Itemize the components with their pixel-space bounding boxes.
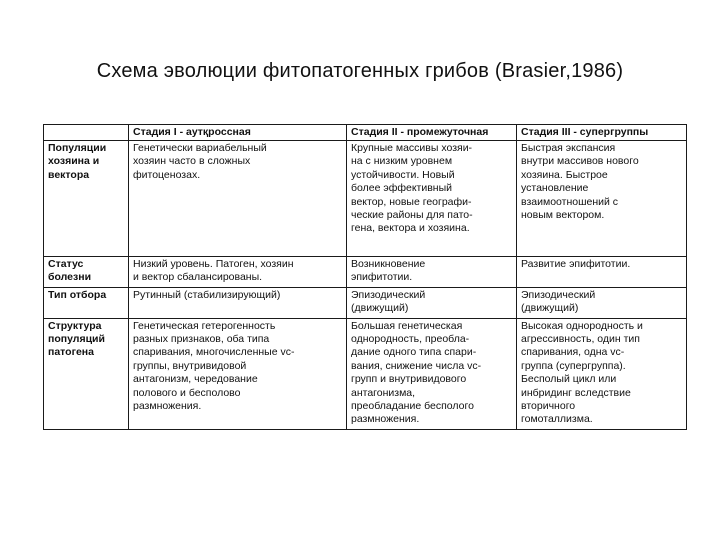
evolution-table — [43, 124, 687, 430]
table-row — [44, 257, 687, 288]
table-header-row — [44, 125, 687, 141]
row-label-pathogen-structure: Структура популяций патогена — [44, 318, 129, 429]
header-stage-1: Стадия I - аутқроссная — [129, 125, 347, 141]
table-cell: Генетически вариабельный хозяин часто в сложных фитоценозах. — [129, 141, 347, 257]
row-label-selection-type: Тип отбора — [44, 287, 129, 318]
row-label-disease-status: Статус болезни — [44, 257, 129, 288]
table-cell: Большая генетическая однородность, преобла- дание одного типа спари- вания, снижение числа vc- групп и внутривидового антагонизма, преобладание бесполого размножения. — [347, 318, 517, 429]
table-cell: Эпизодический (движущий) — [517, 287, 687, 318]
table-cell: Эпизодический (движущий) — [347, 287, 517, 318]
row-label-populations: Популяции хозяина и вектора — [44, 141, 129, 257]
table-cell: Низкий уровень. Патоген, хозяин и вектор сбалансированы. — [129, 257, 347, 288]
table-row — [44, 287, 687, 318]
table-cell: Развитие эпифитотии. — [517, 257, 687, 288]
table-cell: Крупные массивы хозяи- на с низким уровнем устойчивости. Новый более эффективный вектор, новые географи- ческие районы для пато- гена, вектора и хозяина. — [347, 141, 517, 257]
page-title: Схема эволюции фитопатогенных грибов (Brasier,1986) — [96, 60, 624, 82]
header-stage-2: Стадия II - промежуточная — [347, 125, 517, 141]
header-stage-3: Стадия III - супергруппы — [517, 125, 687, 141]
table-cell: Возникновение эпифитотии. — [347, 257, 517, 288]
table-row — [44, 141, 687, 257]
header-corner — [44, 125, 129, 141]
table-cell: Высокая однородность и агрессивность, один тип спаривания, одна vc- группа (супергруппа). Бесполый цикл или инбридинг вследствие вторичного гомоталлизма. — [517, 318, 687, 429]
table-cell: Генетическая гетерогенность разных признаков, оба типа спаривания, многочисленные vc- группы, внутривидовой антагонизм, чередование полового и бесполово размножения. — [129, 318, 347, 429]
table-row — [44, 318, 687, 429]
table-cell: Рутинный (стабилизирующий) — [129, 287, 347, 318]
table-cell: Быстрая экспансия внутри массивов нового хозяина. Быстрое установление взаимоотношений с новым вектором. — [517, 141, 687, 257]
